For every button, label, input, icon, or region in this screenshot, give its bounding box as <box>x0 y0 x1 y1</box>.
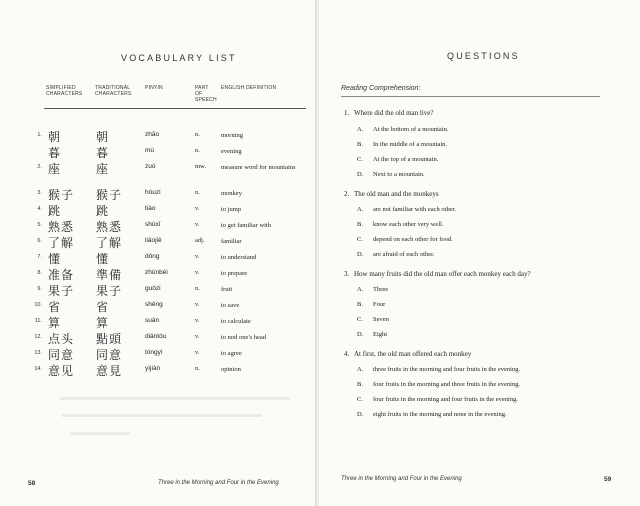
traditional-characters: 同意 <box>96 348 123 362</box>
vocab-row <box>0 160 317 174</box>
option-letter: C. <box>357 396 363 403</box>
answer-option <box>357 366 520 373</box>
option-letter: C. <box>357 236 363 243</box>
header-rule <box>44 108 306 109</box>
question <box>344 109 434 117</box>
traditional-characters: 暮 <box>96 146 110 160</box>
header-traditional <box>95 85 131 97</box>
option-text: are not familiar with each other. <box>373 206 457 213</box>
row-number: 14. <box>34 366 42 372</box>
vocab-row <box>0 362 317 376</box>
english-definition: to nod one's head <box>221 334 267 341</box>
row-number: 7. <box>37 254 42 260</box>
part-of-speech: v. <box>195 317 200 324</box>
answer-option <box>357 156 438 163</box>
option-text: four fruits in the morning and three fruits in the evening. <box>373 381 521 388</box>
option-letter: D. <box>357 331 364 338</box>
answer-option <box>357 301 385 308</box>
option-text: Next to a mountain. <box>373 171 425 178</box>
traditional-characters: 座 <box>96 162 110 176</box>
row-number: 6. <box>37 238 42 244</box>
answer-option <box>357 411 507 418</box>
vocab-row <box>0 298 317 312</box>
simplified-characters: 暮 <box>48 146 62 160</box>
pinyin: yìjiàn <box>145 365 161 372</box>
simplified-characters: 猴子 <box>48 188 75 202</box>
row-number: 11. <box>34 318 42 324</box>
section-rule <box>341 96 600 97</box>
answer-option <box>357 206 456 213</box>
row-number: 3. <box>37 190 42 196</box>
part-of-speech: mw. <box>195 163 206 170</box>
question-text: How many fruits did the old man offer each monkey each day? <box>354 270 531 278</box>
english-definition: to jump <box>221 206 242 213</box>
english-definition: monkey <box>221 190 242 197</box>
option-text: four fruits in the morning and four fruits in the evening. <box>373 396 518 403</box>
page-number-right: 59 <box>604 476 612 483</box>
option-text: Eight <box>373 331 388 338</box>
row-number: 9. <box>37 286 42 292</box>
part-of-speech: v. <box>195 205 200 212</box>
header-simplified-line1: SIMPLIFIED <box>46 85 76 91</box>
english-definition: to prepare <box>221 270 248 277</box>
answer-option <box>357 141 447 148</box>
page-number-left: 58 <box>28 480 36 487</box>
pinyin: guǒzi <box>145 285 161 292</box>
row-number: 12. <box>34 334 42 340</box>
question-text: At first, the old man offered each monkey <box>354 350 472 358</box>
part-of-speech: v. <box>195 269 200 276</box>
english-definition: familiar <box>221 238 242 245</box>
simplified-characters: 座 <box>48 162 62 176</box>
row-number: 10. <box>34 302 42 308</box>
pinyin: liǎojiě <box>145 237 162 244</box>
pinyin: zhǔnbèi <box>145 269 168 276</box>
question-number: 3. <box>344 270 350 278</box>
english-definition: measure word for mountains <box>221 164 296 171</box>
question <box>344 270 531 278</box>
simplified-characters: 朝 <box>48 130 62 144</box>
header-simplified-line2: CHARACTERS <box>46 91 83 97</box>
part-of-speech: n. <box>195 131 200 138</box>
vocab-row <box>0 266 317 280</box>
traditional-characters: 省 <box>96 300 110 314</box>
option-text: three fruits in the morning and four fruits in the evening. <box>373 366 521 373</box>
option-letter: C. <box>357 156 363 163</box>
option-letter: B. <box>357 221 363 228</box>
traditional-characters: 懂 <box>96 252 110 266</box>
english-definition: to understand <box>221 254 257 261</box>
row-number: 1. <box>37 132 42 138</box>
pinyin: zuò <box>145 163 156 170</box>
pinyin: mù <box>145 147 155 154</box>
answer-option <box>357 396 518 403</box>
pinyin: shěng <box>145 301 163 308</box>
english-definition: fruit <box>221 286 233 293</box>
answer-option <box>357 221 444 228</box>
english-definition: to agree <box>221 350 242 357</box>
part-of-speech: adj. <box>195 237 205 244</box>
question <box>344 190 439 198</box>
header-simplified <box>46 85 82 97</box>
vocab-row <box>0 346 317 360</box>
answer-option <box>357 171 425 178</box>
question-number: 2. <box>344 190 350 198</box>
running-title-right: Three in the Morning and Four in the Evening <box>341 476 462 482</box>
pinyin: tóngyì <box>145 349 163 356</box>
row-number: 13. <box>34 350 42 356</box>
option-letter: A. <box>357 286 364 293</box>
english-definition: evening <box>221 148 242 155</box>
option-letter: D. <box>357 251 364 258</box>
english-definition: to get familiar with <box>221 222 272 229</box>
option-text: At the top of a mountain. <box>373 156 439 163</box>
option-text: At the bottom of a mountain. <box>373 126 449 133</box>
traditional-characters: 果子 <box>96 284 123 298</box>
option-letter: B. <box>357 381 363 388</box>
pinyin: suàn <box>145 317 160 324</box>
simplified-characters: 跳 <box>48 204 62 218</box>
answer-option <box>357 381 520 388</box>
part-of-speech: v. <box>195 253 200 260</box>
header-definition-line1: ENGLISH DEFINITION <box>221 85 277 91</box>
header-part-of-speech <box>195 85 217 103</box>
row-number: 8. <box>37 270 42 276</box>
simplified-characters: 了解 <box>48 236 75 250</box>
reading-comprehension-heading: Reading Comprehension: <box>341 85 421 92</box>
header-pos-line1: PART <box>195 85 209 91</box>
vocab-row <box>0 234 317 248</box>
option-letter: A. <box>357 206 364 213</box>
part-of-speech: n. <box>195 285 200 292</box>
english-definition: to save <box>221 302 240 309</box>
part-of-speech: v. <box>195 221 200 228</box>
pinyin: zhāo <box>145 131 160 138</box>
traditional-characters: 了解 <box>96 236 123 250</box>
show-through-mark <box>62 414 262 417</box>
running-title-left: Three in the Morning and Four in the Evening <box>158 480 279 486</box>
answer-option <box>357 286 388 293</box>
traditional-characters: 跳 <box>96 204 110 218</box>
answer-option <box>357 316 389 323</box>
option-letter: A. <box>357 126 364 133</box>
part-of-speech: v. <box>195 333 200 340</box>
vocab-row <box>0 330 317 344</box>
traditional-characters: 點頭 <box>96 332 123 346</box>
option-text: know each other very well. <box>373 221 444 228</box>
row-number: 2. <box>37 164 42 170</box>
vocab-row <box>0 282 317 296</box>
header-pinyin <box>145 85 163 91</box>
header-pos-line3: SPEECH <box>195 97 217 103</box>
traditional-characters: 朝 <box>96 130 110 144</box>
show-through-mark <box>70 432 130 435</box>
english-definition: opinion <box>221 366 241 373</box>
option-text: Seven <box>373 316 389 323</box>
question-number: 4. <box>344 350 350 358</box>
header-traditional-line1: TRADITIONAL <box>95 85 131 91</box>
simplified-characters: 懂 <box>48 252 62 266</box>
simplified-characters: 省 <box>48 300 62 314</box>
simplified-characters: 同意 <box>48 348 75 362</box>
option-text: Three <box>373 286 389 293</box>
part-of-speech: v. <box>195 349 200 356</box>
header-english-definition <box>221 85 276 91</box>
header-pos-line2: OF <box>195 91 203 97</box>
option-letter: C. <box>357 316 363 323</box>
option-text: eight fruits in the morning and none in the evening. <box>373 411 507 418</box>
header-traditional-line2: CHARACTERS <box>95 91 132 97</box>
traditional-characters: 猴子 <box>96 188 123 202</box>
questions-title: QUESTIONS <box>447 51 520 61</box>
answer-option <box>357 126 448 133</box>
question <box>344 350 471 358</box>
answer-option <box>357 251 435 258</box>
option-text: are afraid of each other. <box>373 251 435 258</box>
option-letter: B. <box>357 301 363 308</box>
vocabulary-title: VOCABULARY LIST <box>121 53 237 63</box>
option-letter: D. <box>357 411 364 418</box>
pinyin: hóuzi <box>145 189 161 196</box>
question-text: Where did the old man live? <box>354 109 434 117</box>
simplified-characters: 准备 <box>48 268 75 282</box>
part-of-speech: n. <box>195 189 200 196</box>
traditional-characters: 準備 <box>96 268 123 282</box>
pinyin: dǒng <box>145 253 160 260</box>
traditional-characters: 意見 <box>96 364 123 378</box>
traditional-characters: 熟悉 <box>96 220 123 234</box>
vocab-row <box>0 186 317 200</box>
pinyin: tiào <box>145 205 156 212</box>
vocab-row <box>0 128 317 142</box>
answer-option <box>357 331 387 338</box>
vocab-row <box>0 218 317 232</box>
vocab-row <box>0 144 317 158</box>
english-definition: to calculate <box>221 318 251 325</box>
left-page <box>0 0 317 506</box>
option-text: Four <box>373 301 386 308</box>
option-letter: B. <box>357 141 363 148</box>
question-number: 1. <box>344 109 350 117</box>
vocab-row <box>0 250 317 264</box>
simplified-characters: 果子 <box>48 284 75 298</box>
part-of-speech: v. <box>195 301 200 308</box>
pinyin: shúxī <box>145 221 161 228</box>
row-number: 5. <box>37 222 42 228</box>
vocab-row <box>0 314 317 328</box>
option-letter: D. <box>357 171 364 178</box>
question-text: The old man and the monkeys <box>354 190 439 198</box>
option-text: In the middle of a mountain. <box>373 141 448 148</box>
part-of-speech: n. <box>195 147 200 154</box>
traditional-characters: 算 <box>96 316 110 330</box>
row-number: 4. <box>37 206 42 212</box>
simplified-characters: 点头 <box>48 332 75 346</box>
pinyin: diǎntóu <box>145 333 167 340</box>
simplified-characters: 算 <box>48 316 62 330</box>
part-of-speech: n. <box>195 365 200 372</box>
simplified-characters: 意见 <box>48 364 75 378</box>
simplified-characters: 熟悉 <box>48 220 75 234</box>
option-letter: A. <box>357 366 364 373</box>
option-text: depend on each other for food. <box>373 236 453 243</box>
answer-option <box>357 236 453 243</box>
show-through-mark <box>60 397 290 400</box>
header-pinyin-line1: PINYIN <box>145 85 163 91</box>
english-definition: morning <box>221 132 244 139</box>
vocab-row <box>0 202 317 216</box>
